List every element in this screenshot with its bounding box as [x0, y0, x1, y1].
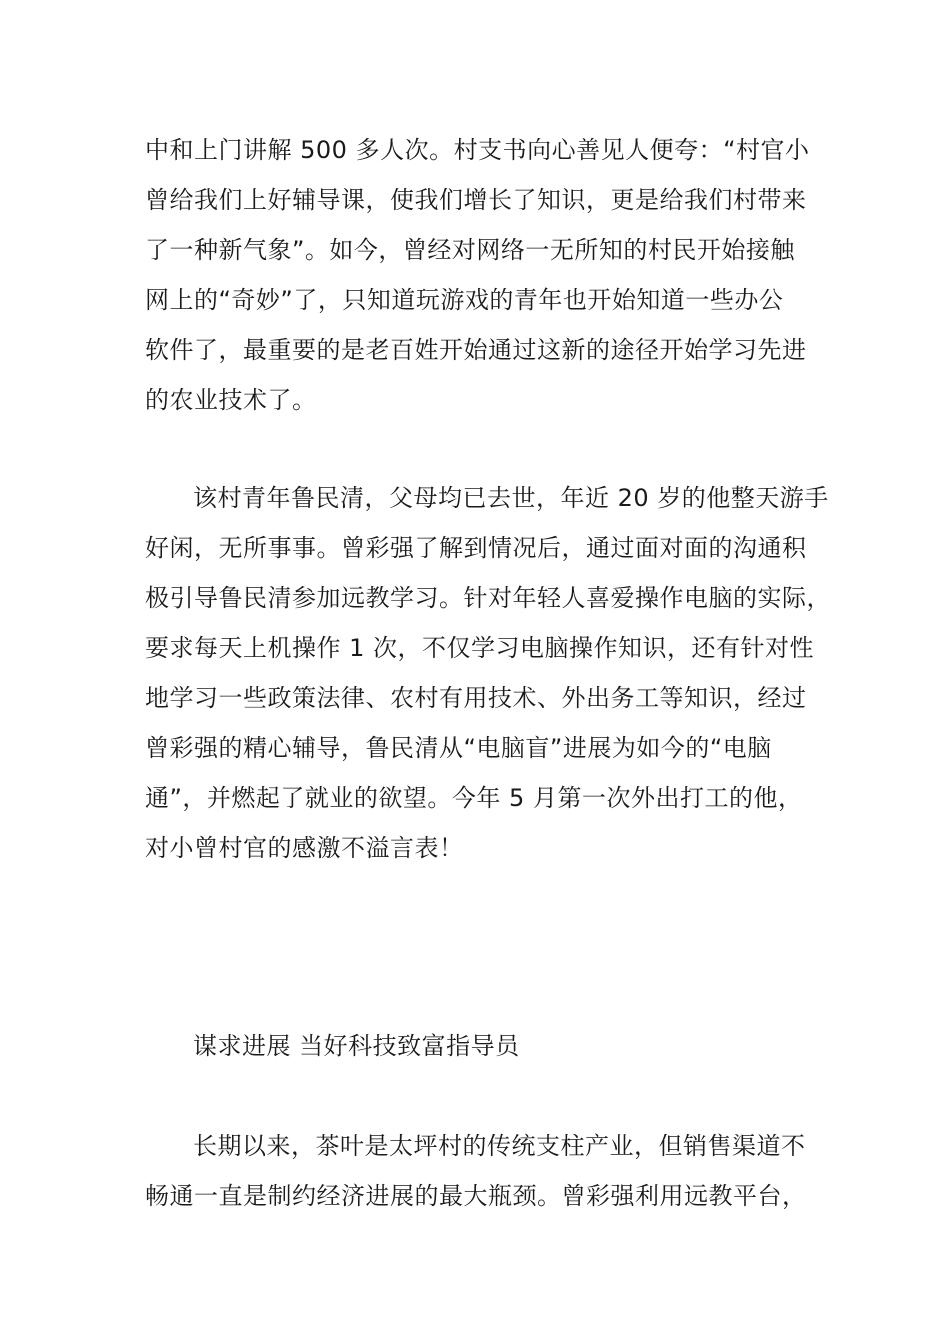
paragraph-1-line-2: 曾给我们上好辅导课，使我们增长了知识，更是给我们村带来	[145, 186, 807, 214]
paragraph-1-line-6: 的农业技术了。	[145, 386, 317, 414]
section-heading: 谋求进展 当好科技致富指导员	[193, 1032, 520, 1060]
paragraph-3-line-1: 长期以来，茶叶是太坪村的传统支柱产业，但销售渠道不	[193, 1132, 806, 1160]
paragraph-2-line-3: 极引导鲁民清参加远教学习。针对年轻人喜爱操作电脑的实际，	[145, 584, 831, 612]
paragraph-2-line-1: 该村青年鲁民清，父母均已去世，年近 20 岁的他整天游手	[193, 484, 829, 512]
paragraph-2-line-4: 要求每天上机操作 1 次，不仅学习电脑操作知识，还有针对性	[145, 634, 815, 662]
paragraph-1-line-3: 了一种新气象”。如今，曾经对网络一无所知的村民开始接触	[145, 236, 795, 264]
paragraph-1-line-5: 软件了，最重要的是老百姓开始通过这新的途径开始学习先进	[145, 336, 807, 364]
paragraph-2-line-7: 通”，并燃起了就业的欲望。今年 5 月第一次外出打工的他，	[145, 784, 803, 812]
paragraph-2-line-2: 好闲，无所事事。曾彩强了解到情况后，通过面对面的沟通积	[145, 534, 807, 562]
paragraph-3-line-2: 畅通一直是制约经济进展的最大瓶颈。曾彩强利用远教平台，	[145, 1182, 807, 1210]
paragraph-1-line-4: 网上的“奇妙”了，只知道玩游戏的青年也开始知道一些办公	[145, 286, 784, 314]
paragraph-1-line-1: 中和上门讲解 500 多人次。村支书向心善见人便夸：“村官小	[145, 136, 810, 164]
paragraph-2-line-6: 曾彩强的精心辅导，鲁民清从“电脑盲”进展为如今的“电脑	[145, 734, 772, 762]
paragraph-2-line-5: 地学习一些政策法律、农村有用技术、外出务工等知识，经过	[145, 684, 807, 712]
paragraph-2-line-8: 对小曾村官的感激不溢言表！	[145, 834, 464, 862]
